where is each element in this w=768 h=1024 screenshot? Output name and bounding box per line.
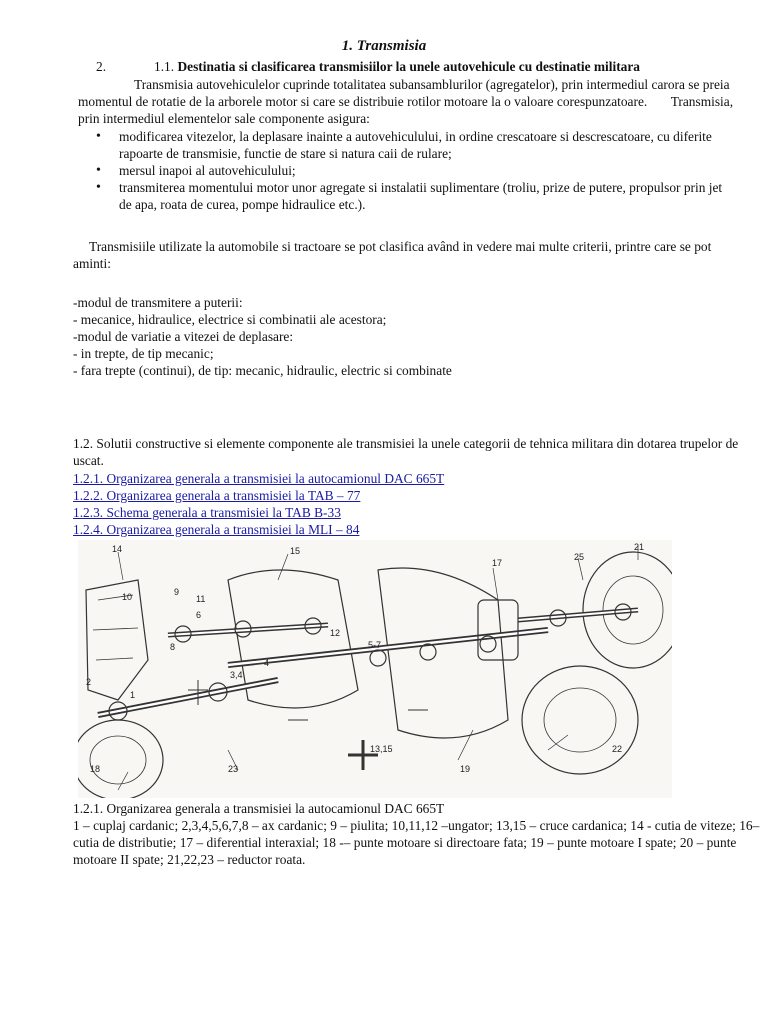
figure-label: 8 bbox=[170, 642, 176, 652]
intro-text-1: Transmisia autovehiculelor cuprinde totalitatea subansamblurilor (agregatelor), prin intermediul carora se preia momentul de rotatie de la arborele motor si care se distribuie rotilor motoare la o valoare corespunzatoare. bbox=[78, 77, 730, 109]
figure-label: 9 bbox=[174, 587, 180, 597]
list-item: • modificarea vitezelor, la deplasare inainte a autovehiculului, in ordine crescatoare si descrescatoare, cu diferite rapoarte de transmisie, functie de stare si natura caii de rulare; bbox=[92, 128, 732, 162]
figure-label: 18 bbox=[90, 764, 101, 774]
page-title: 1. Transmisia bbox=[341, 38, 427, 54]
link-dac-665t[interactable]: 1.2.1. Organizarea generala a transmisiei la autocamionul DAC 665T bbox=[73, 471, 445, 486]
figure-label: 1 bbox=[130, 690, 136, 700]
section-1-2-text: 1.2. Solutii constructive si elemente componente ale transmisiei la unele categorii de tehnica militara din dotarea trupelor de uscat. bbox=[73, 436, 739, 468]
link-tab-b33[interactable]: 1.2.3. Schema generala a transmisiei la TAB B-33 bbox=[73, 505, 341, 520]
section-heading-text: Destinatia si clasificarea transmisiilor la unele autovehicule cu destinatie militara bbox=[177, 59, 641, 74]
intro-text-2: Transmisia, prin intermediul elementelor sale componente asigura: bbox=[78, 94, 734, 126]
intro-paragraph bbox=[78, 76, 738, 127]
front-wheel bbox=[78, 720, 163, 798]
list-item: • transmiterea momentului motor unor agregate si instalatii suplimentare (troliu, prize de putere, propulsor prin jet de apa, roata de curea, pompe hidraulice etc.). bbox=[92, 179, 732, 213]
criteria-item: -modul de transmitere a puterii: bbox=[73, 295, 243, 310]
figure-label: 23 bbox=[228, 764, 239, 774]
subsection-links bbox=[73, 470, 444, 538]
figure-label: 10 bbox=[122, 592, 133, 602]
section-heading-1-1 bbox=[96, 58, 640, 75]
classification-paragraph bbox=[73, 238, 733, 272]
criteria-item: - mecanice, hidraulice, electrice si combinatii ale acestora; bbox=[73, 312, 387, 327]
classification-text: Transmisiile utilizate la automobile si tractoare se pot clasifica având in vedere mai multe criterii, printre care se pot aminti: bbox=[73, 239, 712, 271]
figure-caption bbox=[73, 800, 763, 868]
figure-label: 25 bbox=[574, 552, 585, 562]
caption-legend: 1 – cuplaj cardanic; 2,3,4,5,6,7,8 – ax cardanic; 9 – piulita; 10,11,12 –ungator; 13,15 – cruce cardanica; 14 - cutia de viteze; 16– cutia de distributie; 17 – diferential interaxial; 18 -– punte motoare si directoare fata; 19 – punte motoare I spate; 20 – punte motoare II spate; 21,22,23 – reductor roata. bbox=[73, 818, 760, 867]
figure-label: 11 bbox=[196, 594, 206, 604]
figure-label: 4 bbox=[264, 658, 270, 668]
section-number: 1.1. bbox=[154, 59, 175, 74]
criteria-item: - fara trepte (continui), de tip: mecanic, hidraulic, electric si combinate bbox=[73, 363, 452, 378]
figure-label: 15 bbox=[290, 546, 301, 556]
list-item: • mersul inapoi al autovehiculului; bbox=[92, 162, 732, 179]
link-tab-77[interactable]: 1.2.2. Organizarea generala a transmisiei la TAB – 77 bbox=[73, 488, 361, 503]
figure-label: 21 bbox=[634, 542, 645, 552]
figure-label: 13,15 bbox=[370, 744, 393, 754]
figure-label: 17 bbox=[492, 558, 503, 568]
function-list bbox=[92, 128, 732, 213]
figure-label: 19 bbox=[460, 764, 471, 774]
transmission-diagram bbox=[78, 540, 672, 798]
frame-outline bbox=[378, 568, 508, 738]
figure-label: 22 bbox=[612, 744, 623, 754]
figure-label: 12 bbox=[330, 628, 341, 638]
figure-label: 3,4 bbox=[230, 670, 243, 680]
figure-label: 14 bbox=[112, 544, 123, 554]
criteria-item: - in trepte, de tip mecanic; bbox=[73, 346, 214, 361]
figure-label: 2 bbox=[86, 677, 92, 687]
gearbox-outline bbox=[86, 580, 148, 700]
figure-label: 5-7 bbox=[368, 640, 382, 650]
criteria-item: -modul de variatie a vitezei de deplasare: bbox=[73, 329, 294, 344]
link-mli-84[interactable]: 1.2.4. Organizarea generala a transmisiei la MLI – 84 bbox=[73, 522, 360, 537]
transmission-drawing bbox=[78, 540, 672, 798]
figure-label: 6 bbox=[196, 610, 202, 620]
rear-wheel bbox=[522, 666, 638, 774]
section-lead-number: 2. bbox=[96, 59, 107, 74]
criteria-list bbox=[73, 294, 452, 379]
caption-title: 1.2.1. Organizarea generala a transmisiei la autocamionul DAC 665T bbox=[73, 801, 445, 816]
